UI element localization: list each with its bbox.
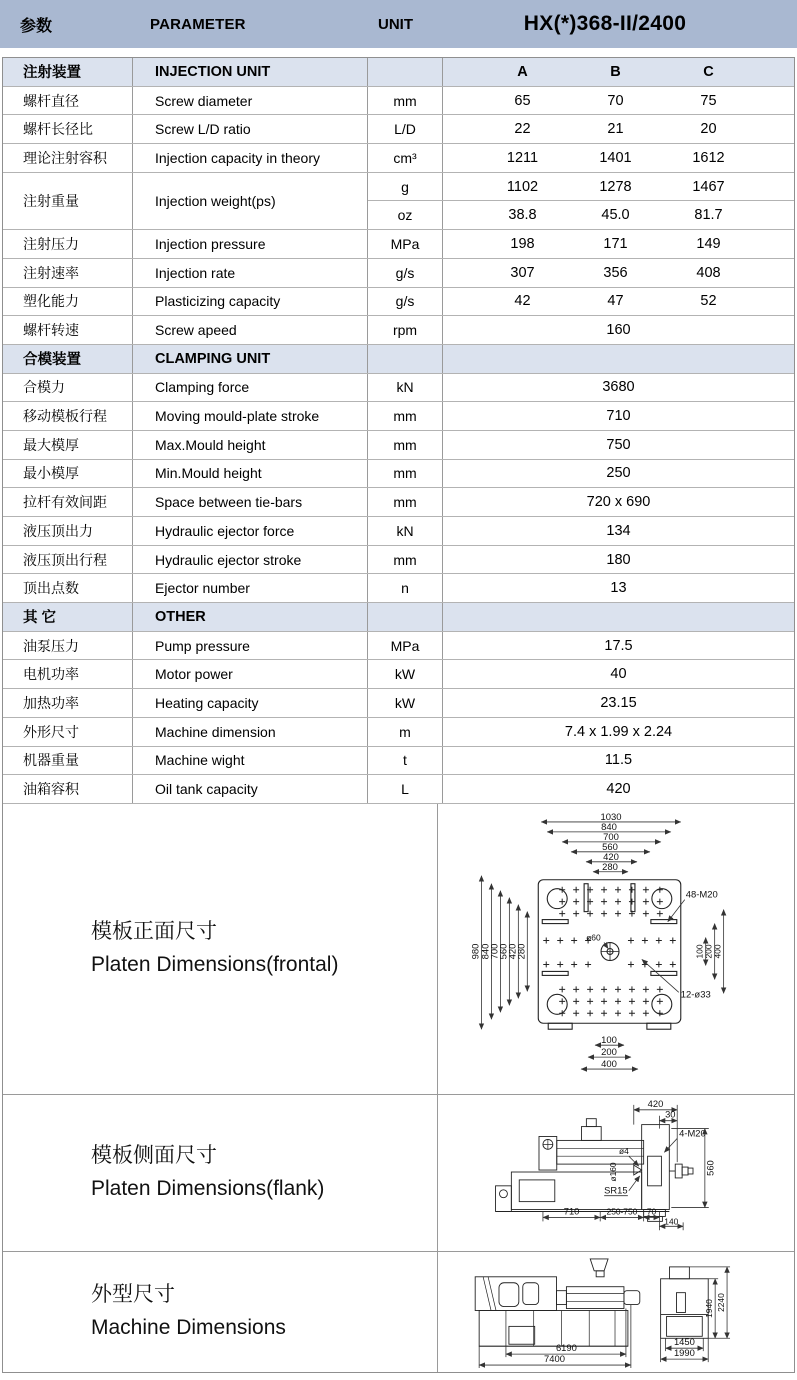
machine-dimensions-label: [3, 1252, 438, 1372]
model-variant-columns: [443, 58, 794, 86]
dim-label: 2240: [716, 1293, 727, 1312]
machine-flank-outline: [496, 1119, 693, 1222]
param-label-cn: 注射速率: [3, 259, 133, 287]
param-label-en: Ejector number: [133, 574, 368, 602]
unit-cell: g: [368, 173, 443, 201]
section-label-en: INJECTION UNIT: [133, 58, 368, 86]
dim-label: 100: [601, 1035, 617, 1047]
dim-label: 420: [507, 943, 519, 960]
table-row: [3, 546, 794, 575]
dim-label: 420: [647, 1099, 664, 1110]
param-label-en: Moving mould-plate stroke: [133, 402, 368, 430]
value-cells: [443, 632, 794, 660]
machine-dimensions-labels: [479, 1267, 730, 1368]
nozzle-radius-callout: SR15: [604, 1186, 628, 1197]
unit-cell: [368, 345, 443, 373]
section-platen-flank: [3, 1095, 794, 1252]
machine-end-outline: [661, 1267, 709, 1338]
unit-cell: mm: [368, 431, 443, 459]
param-label-cn: 最小模厚: [3, 460, 133, 488]
platen-frontal-drawing: [438, 804, 794, 1093]
table-row: [3, 374, 794, 403]
dim-label: 200: [601, 1047, 617, 1059]
table-subrow: [368, 173, 794, 201]
param-label-cn: 移动模板行程: [3, 402, 133, 430]
dim-label: 7400: [544, 1352, 565, 1364]
value-cell: 356: [603, 264, 628, 281]
table-row: [3, 689, 794, 718]
value-span-cell: 420: [606, 781, 631, 798]
dim-label: 840: [480, 943, 492, 960]
value-cells: [443, 259, 794, 287]
value-cells: [443, 402, 794, 430]
param-label-cn: 螺杆长径比: [3, 115, 133, 143]
value-cells: [443, 660, 794, 688]
table-row: [3, 460, 794, 489]
table-row: [3, 574, 794, 603]
param-label-en: Heating capacity: [133, 689, 368, 717]
machine-dimensions-figure: [438, 1252, 794, 1372]
value-span-cell: 11.5: [604, 752, 633, 769]
value-cell: 307: [510, 264, 535, 281]
value-cell: 52: [700, 293, 717, 310]
value-span-cell: 3680: [602, 379, 635, 396]
section-label-cn: 注射装置: [3, 58, 133, 86]
unit-cell: rpm: [368, 316, 443, 344]
param-label-cn: 理论注射容积: [3, 144, 133, 172]
table-row: [3, 718, 794, 747]
section-label-cn: 合模装置: [3, 345, 133, 373]
platen-frontal-label-en: Platen Dimensions(frontal): [91, 952, 339, 976]
value-cell: 22: [514, 121, 531, 138]
platen-frontal-figure: [438, 804, 794, 1094]
table-row: [3, 259, 794, 288]
param-label-en: Screw apeed: [133, 316, 368, 344]
table-row: [3, 144, 794, 173]
unit-cell: [368, 603, 443, 631]
dim-label: 700: [489, 943, 501, 960]
value-cells: [443, 316, 794, 344]
value-span-cell: 180: [606, 551, 631, 568]
dim-label: 400: [712, 944, 723, 959]
value-cell: 20: [700, 121, 717, 138]
value-cells: [443, 460, 794, 488]
param-label-en: Injection capacity in theory: [133, 144, 368, 172]
param-label-en: Machine wight: [133, 747, 368, 775]
value-cell: 47: [607, 293, 624, 310]
param-label-en: Min.Mould height: [133, 460, 368, 488]
table-subrow: [368, 200, 794, 229]
param-label-en: Plasticizing capacity: [133, 288, 368, 316]
value-cells: [443, 374, 794, 402]
value-span-cell: 17.5: [604, 637, 633, 654]
table-row: [3, 87, 794, 116]
machine-dimensions-drawing: [438, 1253, 794, 1371]
unit-cell: n: [368, 574, 443, 602]
dim-label: 280: [602, 862, 618, 874]
param-label-cn: 电机功率: [3, 660, 133, 688]
value-cell: 1467: [692, 178, 725, 195]
table-row: [3, 660, 794, 689]
value-span-cell: 720 x 690: [586, 494, 651, 511]
value-cells: [443, 288, 794, 316]
value-cell: 81.7: [694, 207, 723, 224]
table-row: [3, 488, 794, 517]
spec-sheet: [2, 57, 795, 1373]
unit-cell: mm: [368, 546, 443, 574]
dim-label: 980: [470, 943, 482, 960]
param-label-cn: 液压顶出行程: [3, 546, 133, 574]
value-span-cell: 13: [610, 580, 627, 597]
value-cell: 171: [603, 235, 628, 252]
value-cells: [443, 87, 794, 115]
table-row: [3, 402, 794, 431]
dim-label: 140: [664, 1216, 679, 1227]
value-cells: [443, 775, 794, 803]
param-label-cn: 螺杆直径: [3, 87, 133, 115]
spec-table: [3, 58, 794, 804]
param-label-en: Injection weight(ps): [133, 173, 368, 229]
section-label-en: OTHER: [133, 603, 368, 631]
table-row: [3, 632, 794, 661]
table-row: [3, 316, 794, 345]
value-cell: 42: [514, 293, 531, 310]
section-machine-dimensions: [3, 1252, 794, 1372]
param-label-cn: 合模力: [3, 374, 133, 402]
section-label-en: CLAMPING UNIT: [133, 345, 368, 373]
table-row: [3, 288, 794, 317]
platen-flank-label-en: Platen Dimensions(flank): [91, 1176, 325, 1200]
model-variant-columns: [443, 603, 794, 631]
table-row: [3, 517, 794, 546]
param-label-cn: 顶出点数: [3, 574, 133, 602]
unit-cell: L: [368, 775, 443, 803]
dim-label: 70: [646, 1206, 657, 1217]
center-bore-callout: ø60: [586, 932, 601, 943]
value-cell: 21: [607, 121, 624, 138]
platen-frontal-label: [3, 804, 438, 1094]
param-label-en: Hydraulic ejector stroke: [133, 546, 368, 574]
platen-flank-label: [3, 1095, 438, 1251]
unit-cell: oz: [368, 201, 443, 229]
value-cells: [443, 144, 794, 172]
value-span-cell: 134: [606, 522, 631, 539]
value-span-cell: 160: [606, 322, 631, 339]
unit-cell: m: [368, 718, 443, 746]
unit-cell: [368, 58, 443, 86]
machine-side-outline: [475, 1259, 640, 1346]
dim-label: 100: [694, 944, 705, 959]
unit-cell: mm: [368, 87, 443, 115]
table-row: [3, 775, 794, 804]
value-span-cell: 750: [606, 436, 631, 453]
param-label-cn: 外形尺寸: [3, 718, 133, 746]
value-cell: 1278: [599, 178, 632, 195]
bolt-callout: 4-M20: [679, 1128, 706, 1139]
sheet-header: [0, 0, 797, 48]
param-label-cn: 油泵压力: [3, 632, 133, 660]
param-label-en: Hydraulic ejector force: [133, 517, 368, 545]
param-label-en: Machine dimension: [133, 718, 368, 746]
value-span-cell: 40: [610, 666, 627, 683]
param-label-en: Motor power: [133, 660, 368, 688]
param-label-en: Clamping force: [133, 374, 368, 402]
unit-cell: kN: [368, 374, 443, 402]
value-cells: [443, 115, 794, 143]
dim-label: 700: [603, 832, 619, 844]
unit-cell: g/s: [368, 259, 443, 287]
value-cell: 198: [510, 235, 535, 252]
param-label-cn: 油箱容积: [3, 775, 133, 803]
dim-label: 420: [603, 852, 619, 864]
value-span-cell: 7.4 x 1.99 x 2.24: [564, 723, 673, 740]
table-row: [3, 230, 794, 259]
param-label-en: Screw L/D ratio: [133, 115, 368, 143]
param-label-en: Pump pressure: [133, 632, 368, 660]
dim-label: 6190: [555, 1342, 577, 1354]
unit-cell: kW: [368, 689, 443, 717]
param-label-en: Screw diameter: [133, 87, 368, 115]
subrows: [368, 173, 794, 229]
header-model-number: HX(*)368-II/2400: [523, 12, 687, 35]
unit-cell: MPa: [368, 230, 443, 258]
unit-cell: mm: [368, 402, 443, 430]
platen-flank-figure: [438, 1095, 794, 1251]
value-cells: [443, 718, 794, 746]
platen-frontal-dimensions: [470, 812, 723, 1070]
unit-cell: cm³: [368, 144, 443, 172]
bolt-callout: 48-M20: [685, 890, 718, 902]
section-label-cn: 其 它: [3, 603, 133, 631]
table-row-group: [3, 173, 794, 230]
param-label-cn: 加热功率: [3, 689, 133, 717]
dim-label: 1450: [673, 1336, 695, 1348]
model-variant-header: C: [703, 63, 714, 80]
value-cell: 1401: [599, 149, 632, 166]
param-label-en: Injection pressure: [133, 230, 368, 258]
dim-label: 250-750: [606, 1206, 638, 1217]
unit-cell: mm: [368, 488, 443, 516]
value-cells: [443, 689, 794, 717]
value-cell: 38.8: [508, 207, 537, 224]
unit-cell: t: [368, 747, 443, 775]
dim-label: 30: [665, 1110, 676, 1121]
param-label-cn: 螺杆转速: [3, 316, 133, 344]
dim-label: 560: [705, 1160, 716, 1177]
value-cells: [443, 488, 794, 516]
param-label-en: Injection rate: [133, 259, 368, 287]
section-platen-frontal: [3, 804, 794, 1095]
platen-frontal-label-cn: 模板正面尺寸: [91, 920, 217, 944]
value-span-cell: 250: [606, 465, 631, 482]
value-cells: [443, 574, 794, 602]
platen-flank-drawing: [438, 1095, 794, 1250]
value-cell: 65: [514, 92, 531, 109]
value-cell: 408: [696, 264, 721, 281]
table-row: [3, 431, 794, 460]
unit-cell: kN: [368, 517, 443, 545]
param-label-cn: 拉杆有效间距: [3, 488, 133, 516]
value-cells: [443, 517, 794, 545]
unit-cell: g/s: [368, 288, 443, 316]
param-label-cn: 注射重量: [3, 173, 133, 229]
nozzle-hole-callout: ø4: [619, 1146, 629, 1157]
table-row: [3, 115, 794, 144]
unit-cell: kW: [368, 660, 443, 688]
table-row: [3, 747, 794, 776]
header-param-en: PARAMETER: [150, 15, 246, 33]
param-label-en: Space between tie-bars: [133, 488, 368, 516]
unit-cell: mm: [368, 460, 443, 488]
model-variant-header: B: [610, 63, 621, 80]
dim-label: 710: [563, 1206, 580, 1217]
value-cells: [443, 431, 794, 459]
header-param-cn: 参数: [20, 17, 53, 35]
dim-label: 1030: [600, 812, 622, 824]
table-section-row: [3, 603, 794, 632]
value-cell: 1612: [692, 149, 725, 166]
machine-dimensions-label-en: Machine Dimensions: [91, 1315, 286, 1339]
dim-label: 840: [601, 822, 617, 834]
param-label-cn: 注射压力: [3, 230, 133, 258]
dim-label: 1990: [673, 1347, 695, 1359]
model-variant-columns: [443, 345, 794, 373]
param-label-cn: 最大模厚: [3, 431, 133, 459]
value-cell: 149: [696, 235, 721, 252]
value-cells: [443, 546, 794, 574]
value-cell: 1211: [506, 149, 539, 166]
param-label-cn: 机器重量: [3, 747, 133, 775]
value-cells: [443, 230, 794, 258]
platen-outline: [538, 880, 681, 1029]
platen-flank-label-cn: 模板侧面尺寸: [91, 1144, 217, 1168]
holes-callout: 12-ø33: [680, 989, 711, 1001]
unit-cell: L/D: [368, 115, 443, 143]
param-label-en: Max.Mould height: [133, 431, 368, 459]
param-label-cn: 塑化能力: [3, 288, 133, 316]
param-label-en: Oil tank capacity: [133, 775, 368, 803]
value-cell: 75: [700, 92, 717, 109]
value-cells: [443, 201, 794, 229]
dim-label: 200: [703, 944, 714, 959]
dim-label: 280: [516, 943, 528, 960]
dim-label: 400: [601, 1059, 617, 1071]
table-section-row: [3, 58, 794, 87]
header-unit: UNIT: [378, 15, 413, 33]
unit-cell: MPa: [368, 632, 443, 660]
value-span-cell: 23.15: [600, 694, 637, 711]
table-section-row: [3, 345, 794, 374]
dim-label: 560: [498, 943, 510, 960]
machine-dimensions-label-cn: 外型尺寸: [91, 1283, 175, 1307]
locating-ring-callout: ø160: [608, 1162, 618, 1182]
value-cell: 70: [607, 92, 624, 109]
dim-label: 560: [602, 842, 618, 854]
value-span-cell: 710: [606, 408, 631, 425]
value-cells: [443, 747, 794, 775]
dim-label: 1940: [704, 1299, 715, 1318]
value-cell: 1102: [506, 178, 539, 195]
model-variant-header: A: [517, 63, 528, 80]
param-label-cn: 液压顶出力: [3, 517, 133, 545]
value-cells: [443, 173, 794, 201]
value-cell: 45.0: [601, 207, 630, 224]
